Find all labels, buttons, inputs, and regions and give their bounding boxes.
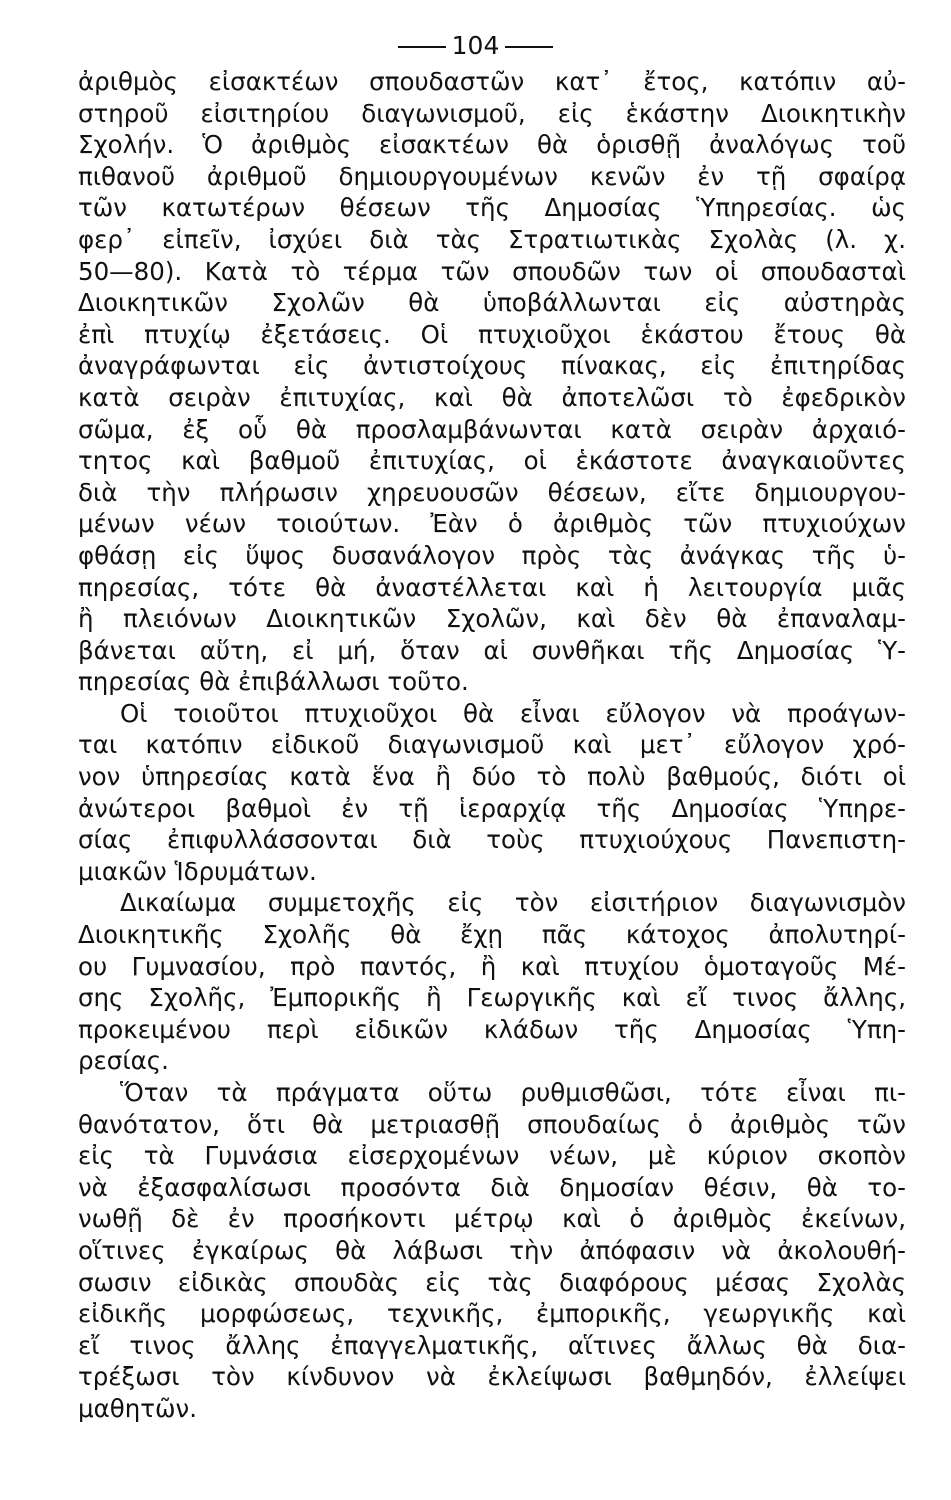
- text-line: στηροῦ εἰσιτηρίου διαγωνισμοῦ, εἰς ἑκάστην Διοικητικὴν: [78, 98, 906, 128]
- text-line: νον ὑπηρεσίας κατὰ ἕνα ἢ δύο τὸ πολὺ βαθμούς, διότι οἱ: [78, 762, 906, 792]
- text-line: βάνεται αὕτη, εἰ μή, ὅταν αἱ συνθῆκαι τῆς Δημοσίας Ὑ-: [78, 635, 906, 665]
- text-line: μιακῶν Ἱδρυμάτων.: [78, 856, 317, 886]
- text-line: ου Γυμνασίου, πρὸ παντός, ἢ καὶ πτυχίου ὁμοταγοῦς Μέ-: [78, 951, 906, 981]
- text-line: Διοικητικῆς Σχολῆς θὰ ἔχῃ πᾶς κάτοχος ἀπολυτηρί-: [78, 920, 906, 950]
- text-line: Διοικητικῶν Σχολῶν θὰ ὑποβάλλωνται εἰς αὐστηρὰς: [78, 288, 906, 318]
- text-line: Δικαίωμα συμμετοχῆς εἰς τὸν εἰσιτήριον διαγωνισμὸν: [120, 888, 906, 918]
- paragraph: [78, 1077, 906, 1425]
- text-line: διὰ τὴν πλήρωσιν χηρευουσῶν θέσεων, εἴτε δημιουργου-: [78, 477, 906, 507]
- text-line: μένων νέων τοιούτων. Ἐὰν ὁ ἀριθμὸς τῶν πτυχιούχων: [78, 509, 906, 539]
- text-line: θανότατον, ὅτι θὰ μετριασθῇ σπουδαίως ὁ ἀριθμὸς τῶν: [78, 1109, 906, 1139]
- text-line: ἀριθμὸς εἰσακτέων σπουδαστῶν κατ᾽ ἔτος, κατόπιν αὐ-: [78, 67, 906, 96]
- page-number-right-dash: [505, 46, 553, 48]
- text-line: κατὰ σειρὰν ἐπιτυχίας, καὶ θὰ ἀποτελῶσι τὸ ἐφεδρικὸν: [78, 382, 906, 412]
- text-line: πηρεσίας, τότε θὰ ἀναστέλλεται καὶ ἡ λειτουργία μιᾶς: [78, 572, 906, 602]
- text-line: σωσιν εἰδικὰς σπουδὰς εἰς τὰς διαφόρους μέσας Σχολὰς: [78, 1267, 906, 1297]
- text-line: μαθητῶν.: [78, 1393, 197, 1423]
- paragraph: [78, 66, 906, 698]
- text-line: Σχολήν. Ὁ ἀριθμὸς εἰσακτέων θὰ ὁρισθῇ ἀναλόγως τοῦ: [78, 130, 906, 160]
- text-line: προκειμένου περὶ εἰδικῶν κλάδων τῆς Δημοσίας Ὑπη-: [78, 1014, 906, 1044]
- text-line: ται κατόπιν εἰδικοῦ διαγωνισμοῦ καὶ μετ᾽ εὔλογον χρό-: [78, 730, 906, 760]
- text-line: σῶμα, ἐξ οὗ θὰ προσλαμβάνωνται κατὰ σειρὰν ἀρχαιό-: [78, 414, 906, 444]
- text-line: πηρεσίας θὰ ἐπιβάλλωσι τοῦτο.: [78, 667, 469, 697]
- text-line: φθάσῃ εἰς ὕψος δυσανάλογον πρὸς τὰς ἀνάγκας τῆς ὑ-: [78, 540, 906, 570]
- text-line: τητος καὶ βαθμοῦ ἐπιτυχίας, οἱ ἑκάστοτε ἀναγκαιοῦντες: [78, 446, 906, 476]
- text-line: ἀναγράφωνται εἰς ἀντιστοίχους πίνακας, εἰς ἐπιτηρίδας: [78, 351, 906, 381]
- text-line: σίας ἐπιφυλλάσσονται διὰ τοὺς πτυχιούχους Πανεπιστη-: [78, 825, 906, 855]
- text-line: εἴ τινος ἄλλης ἐπαγγελματικῆς, αἵτινες ἄλλως θὰ δια-: [78, 1330, 906, 1360]
- body-text: [78, 66, 906, 1425]
- paragraph: [78, 698, 906, 888]
- page-number-text: 104: [451, 31, 500, 60]
- text-line: ἀνώτεροι βαθμοὶ ἐν τῇ ἱεραρχίᾳ τῆς Δημοσίας Ὑπηρε-: [78, 793, 906, 823]
- text-line: εἰδικῆς μορφώσεως, τεχνικῆς, ἐμπορικῆς, γεωργικῆς καὶ: [78, 1299, 906, 1329]
- text-line: νωθῇ δὲ ἐν προσήκοντι μέτρῳ καὶ ὁ ἀριθμὸς ἐκείνων,: [78, 1204, 906, 1234]
- text-line: ρεσίας.: [78, 1046, 169, 1076]
- text-line: ἢ πλειόνων Διοικητικῶν Σχολῶν, καὶ δὲν θὰ ἐπαναλαμ-: [78, 604, 906, 634]
- text-line: οἵτινες ἐγκαίρως θὰ λάβωσι τὴν ἀπόφασιν νὰ ἀκολουθή-: [78, 1235, 906, 1265]
- paragraph: [78, 887, 906, 1077]
- text-line: νὰ ἐξασφαλίσωσι προσόντα διὰ δημοσίαν θέσιν, θὰ το-: [78, 1172, 906, 1202]
- text-line: Οἱ τοιοῦτοι πτυχιοῦχοι θὰ εἶναι εὔλογον νὰ προάγων-: [120, 698, 906, 728]
- text-line: εἰς τὰ Γυμνάσια εἰσερχομένων νέων, μὲ κύριον σκοπὸν: [78, 1141, 906, 1171]
- text-line: 50—80). Κατὰ τὸ τέρμα τῶν σπουδῶν των οἱ σπουδασταὶ: [78, 256, 906, 286]
- text-line: τῶν κατωτέρων θέσεων τῆς Δημοσίας Ὑπηρεσίας. ὡς: [78, 193, 906, 223]
- page-number-left-dash: [398, 46, 446, 48]
- text-line: τρέξωσι τὸν κίνδυνον νὰ ἐκλείψωσι βαθμηδόν, ἐλλείψει: [78, 1362, 906, 1392]
- page-number: [0, 30, 951, 62]
- text-line: ἐπὶ πτυχίῳ ἐξετάσεις. Οἱ πτυχιοῦχοι ἑκάστου ἔτους θὰ: [78, 319, 906, 349]
- text-line: Ὅταν τὰ πράγματα οὕτω ρυθμισθῶσι, τότε εἶναι πι-: [120, 1078, 906, 1107]
- text-line: φερ᾽ εἰπεῖν, ἰσχύει διὰ τὰς Στρατιωτικὰς Σχολὰς (λ. χ.: [78, 224, 906, 254]
- text-line: σης Σχολῆς, Ἐμπορικῆς ἢ Γεωργικῆς καὶ εἴ τινος ἄλλης,: [78, 983, 906, 1013]
- text-line: πιθανοῦ ἀριθμοῦ δημιουργουμένων κενῶν ἐν τῇ σφαίρᾳ: [78, 161, 906, 191]
